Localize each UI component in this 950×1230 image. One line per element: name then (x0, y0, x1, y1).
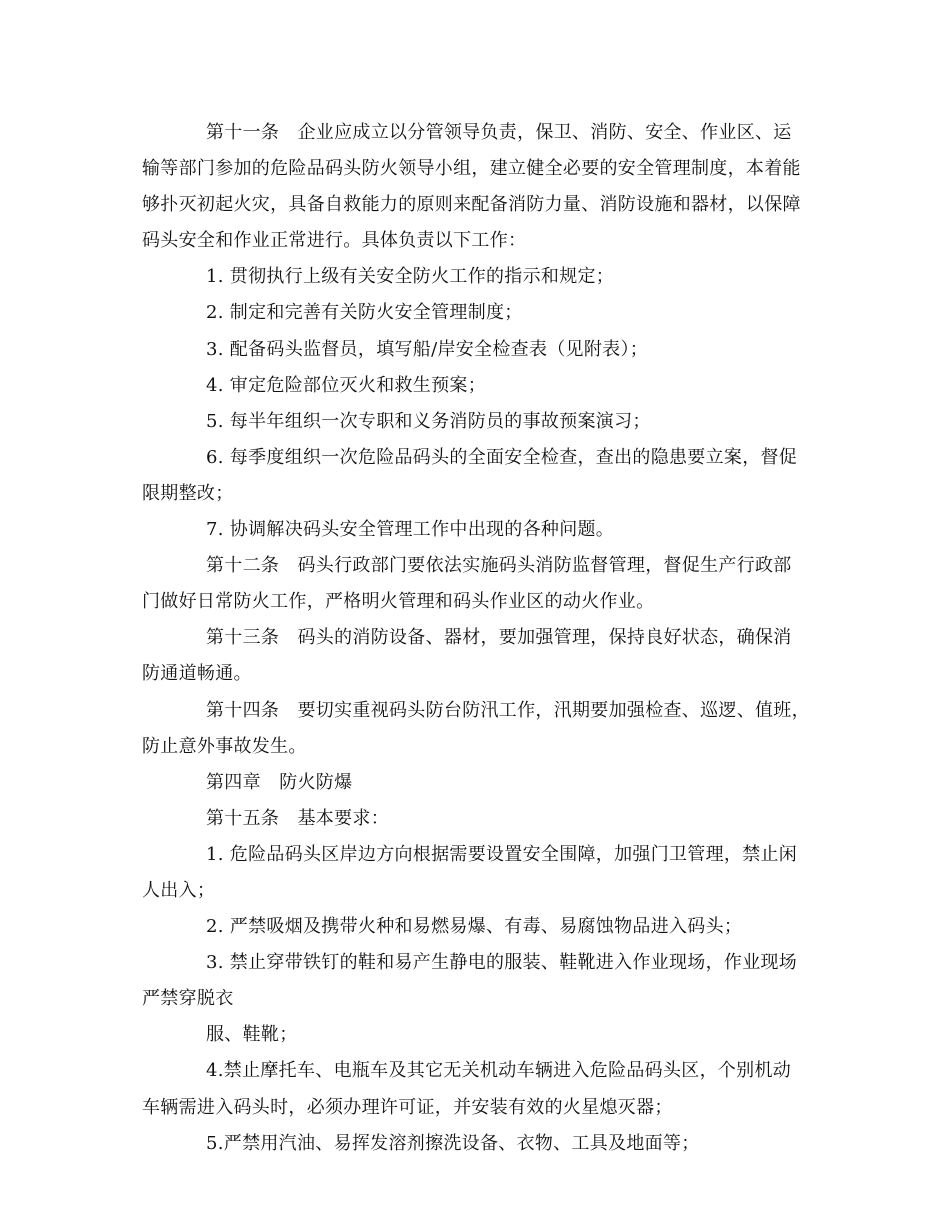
article-13: 第十三条 码头的消防设备、器材，要加强管理，保持良好状态，确保消 (206, 627, 792, 649)
list-item: 2. 制定和完善有关防火安全管理制度； (206, 302, 523, 324)
text-line: 防止意外事故发生。 (142, 735, 307, 757)
document-body (142, 115, 836, 1162)
list-item: 3. 禁止穿带铁钉的鞋和易产生静电的服装、鞋靴进入作业现场，作业现场 (206, 952, 798, 974)
list-item: 5.严禁用汽油、易挥发溶剂擦洗设备、衣物、工具及地面等； (206, 1132, 700, 1154)
text-line: 第十一条 企业应成立以分管领导负责，保卫、消防、安全、作业区、运 (206, 122, 792, 143)
list-item: 4.禁止摩托车、电瓶车及其它无关机动车辆进入危险品码头区，个别机动 (206, 1060, 792, 1082)
list-item: 1. 贯彻执行上级有关安全防火工作的指示和规定； (206, 266, 615, 288)
list-item: 2. 严禁吸烟及携带火种和易燃易爆、有毒、易腐蚀物品进入码头； (206, 916, 743, 938)
text-line: 服、鞋靴； (206, 1024, 298, 1046)
text-line: 码头安全和作业正常进行。具体负责以下工作： (142, 230, 527, 252)
list-item: 7. 协调解决码头安全管理工作中出现的各种问题。 (206, 519, 615, 541)
list-item: 4. 审定危险部位灭火和救生预案； (206, 374, 486, 396)
text-line: 够扑灭初起火灾，具备自救能力的原则来配备消防力量、消防设施和器材，以保障 (142, 194, 801, 216)
list-item: 5. 每半年组织一次专职和义务消防员的事故预案演习； (206, 410, 651, 432)
list-item: 1. 危险品码头区岸边方向根据需要设置安全围障，加强门卫管理，禁止闲 (206, 843, 798, 865)
text-line: 严禁穿脱衣 (142, 988, 234, 1010)
article-12: 第十二条 码头行政部门要依法实施码头消防监督管理，督促生产行政部 (206, 555, 792, 577)
text-line: 输等部门参加的危险品码头防火领导小组，建立健全必要的安全管理制度，本着能 (142, 158, 801, 180)
text-line: 车辆需进入码头时，必须办理许可证，并安装有效的火星熄灭器； (142, 1096, 673, 1118)
text-line: 限期整改； (142, 482, 234, 504)
list-item: 3. 配备码头监督员，填写船/岸安全检查表（见附表）； (206, 338, 649, 360)
text-line: 门做好日常防火工作，严格明火管理和码头作业区的动火作业。 (142, 591, 655, 613)
list-item: 6. 每季度组织一次危险品码头的全面安全检查，查出的隐患要立案，督促 (206, 446, 798, 468)
article-14: 第十四条 要切实重视码头防台防汛工作，汛期要加强检查、巡逻、值班， (206, 699, 810, 721)
text-line: 防通道畅通。 (142, 663, 252, 685)
text-line: 人出入； (142, 879, 216, 901)
article-15: 第十五条 基本要求： (206, 807, 389, 829)
chapter-heading: 第四章 防火防爆 (206, 771, 353, 793)
